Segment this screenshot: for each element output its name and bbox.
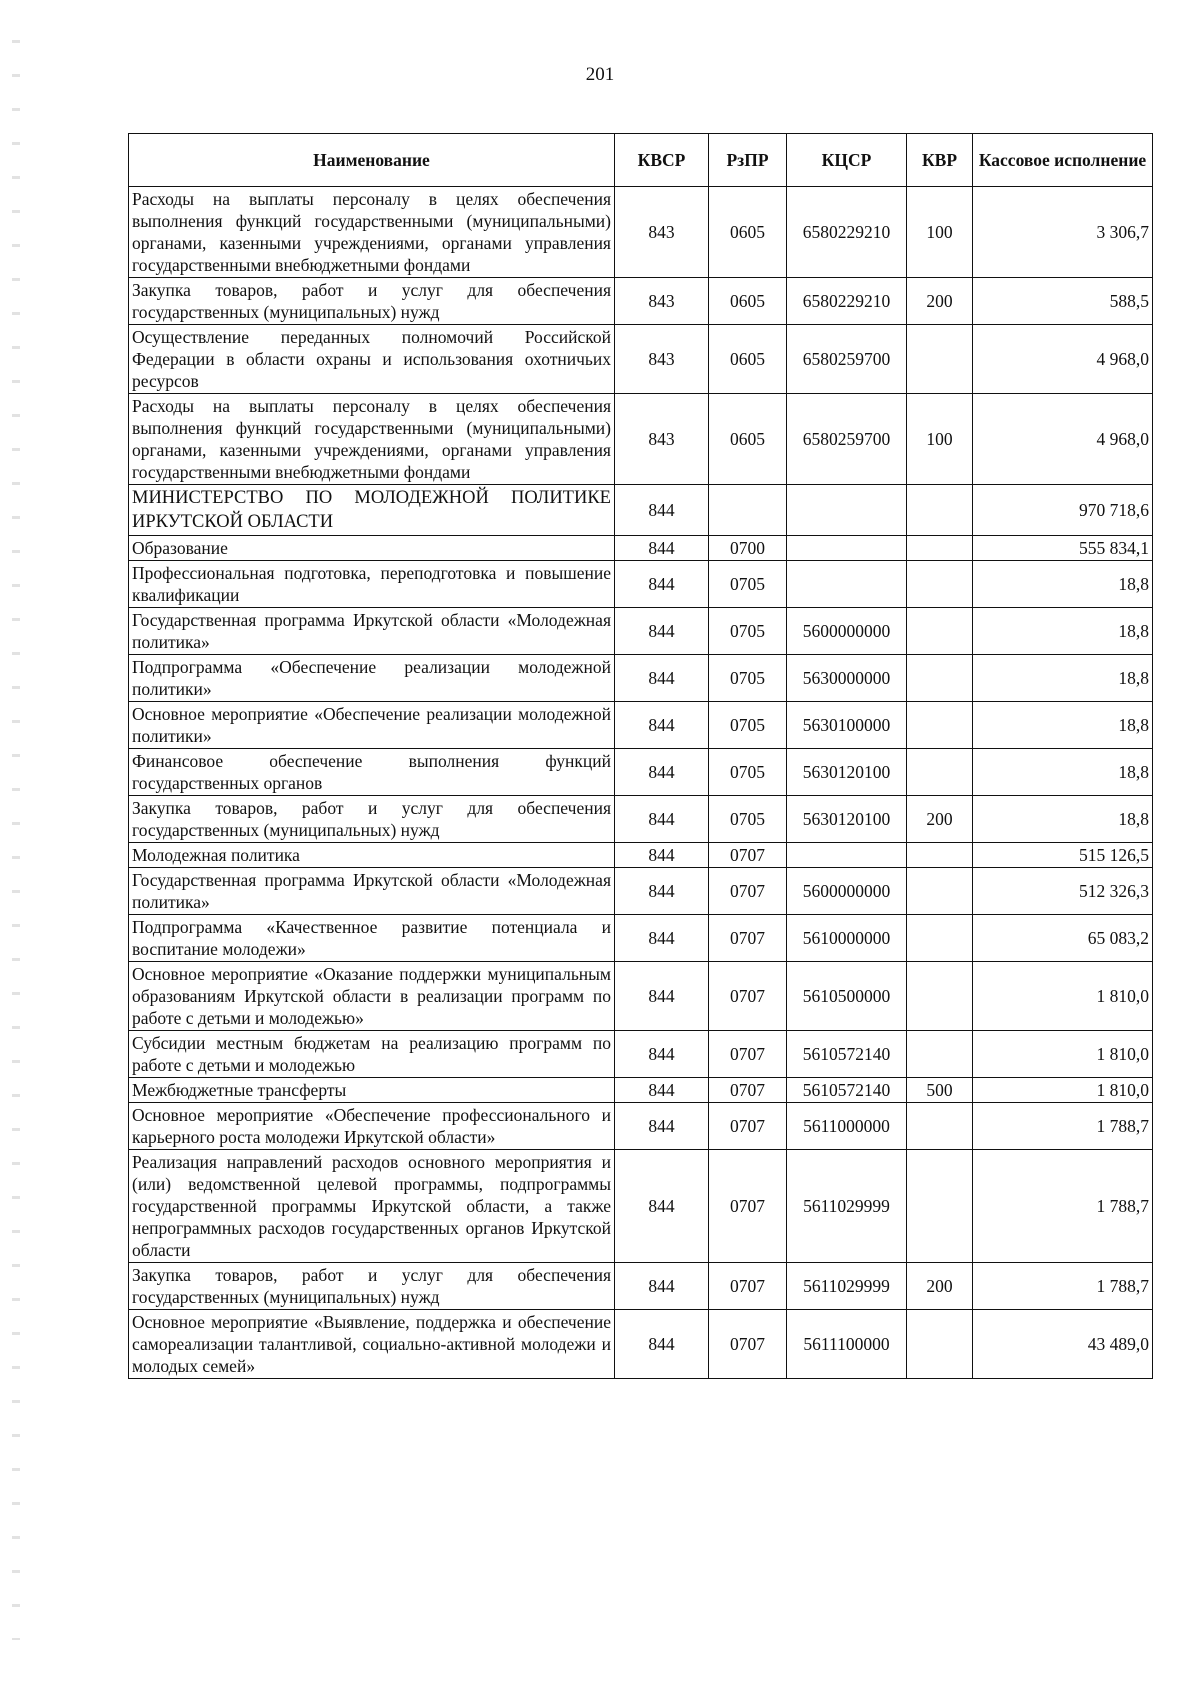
- cell-rzpr: 0605: [709, 278, 787, 325]
- cell-amount: 1 810,0: [973, 1031, 1153, 1078]
- cell-kvsr: 844: [615, 702, 709, 749]
- cell-kcsr: [787, 536, 907, 561]
- cell-kvsr: 844: [615, 561, 709, 608]
- cell-kvsr: 844: [615, 1031, 709, 1078]
- cell-kvsr: 843: [615, 394, 709, 485]
- cell-kcsr: 5630000000: [787, 655, 907, 702]
- cell-kvr: [907, 915, 973, 962]
- cell-kvr: [907, 1310, 973, 1379]
- cell-kvsr: 844: [615, 749, 709, 796]
- cell-kvsr: 843: [615, 325, 709, 394]
- table-row: [129, 1150, 1153, 1263]
- table-row: [129, 1310, 1153, 1379]
- cell-amount: 43 489,0: [973, 1310, 1153, 1379]
- cell-kvsr: 844: [615, 1078, 709, 1103]
- cell-amount: 18,8: [973, 608, 1153, 655]
- cell-kcsr: 6580229210: [787, 187, 907, 278]
- header-kvsr: КВСР: [615, 134, 709, 187]
- cell-rzpr: 0707: [709, 1078, 787, 1103]
- cell-kvsr: 844: [615, 536, 709, 561]
- cell-kvr: [907, 843, 973, 868]
- table-row: [129, 843, 1153, 868]
- header-name: Наименование: [129, 134, 615, 187]
- cell-amount: 18,8: [973, 749, 1153, 796]
- cell-name: Осуществление переданных полномочий Российской Федерации в области охраны и использования охотничьих ресурсов: [129, 325, 615, 394]
- cell-kvsr: 844: [615, 655, 709, 702]
- cell-kvr: [907, 536, 973, 561]
- header-rzpr: РзПР: [709, 134, 787, 187]
- cell-kvr: [907, 702, 973, 749]
- cell-amount: 4 968,0: [973, 394, 1153, 485]
- cell-rzpr: 0707: [709, 1263, 787, 1310]
- cell-name: Субсидии местным бюджетам на реализацию программ по работе с детьми и молодежью: [129, 1031, 615, 1078]
- cell-amount: 1 810,0: [973, 962, 1153, 1031]
- cell-amount: 18,8: [973, 796, 1153, 843]
- cell-kvr: [907, 749, 973, 796]
- cell-rzpr: [709, 485, 787, 536]
- cell-name: Закупка товаров, работ и услуг для обеспечения государственных (муниципальных) нужд: [129, 1263, 615, 1310]
- cell-name: Основное мероприятие «Обеспечение профессионального и карьерного роста молодежи Иркутской области»: [129, 1103, 615, 1150]
- cell-amount: 1 810,0: [973, 1078, 1153, 1103]
- cell-kvsr: 844: [615, 1310, 709, 1379]
- cell-rzpr: 0707: [709, 915, 787, 962]
- table-row: [129, 536, 1153, 561]
- cell-rzpr: 0605: [709, 325, 787, 394]
- cell-kcsr: 5610572140: [787, 1031, 907, 1078]
- cell-kcsr: [787, 843, 907, 868]
- cell-amount: 970 718,6: [973, 485, 1153, 536]
- cell-name: Молодежная политика: [129, 843, 615, 868]
- cell-name: Финансовое обеспечение выполнения функций государственных органов: [129, 749, 615, 796]
- cell-amount: 65 083,2: [973, 915, 1153, 962]
- cell-kvr: 500: [907, 1078, 973, 1103]
- cell-kcsr: 5630120100: [787, 749, 907, 796]
- cell-amount: 4 968,0: [973, 325, 1153, 394]
- cell-name: Расходы на выплаты персоналу в целях обеспечения выполнения функций государственными (муниципальными) органами, казенными учреждениями, органами управления государственными внебюджетными фондами: [129, 394, 615, 485]
- cell-kvr: [907, 868, 973, 915]
- table-row: [129, 561, 1153, 608]
- cell-amount: 18,8: [973, 561, 1153, 608]
- cell-amount: 18,8: [973, 702, 1153, 749]
- cell-rzpr: 0707: [709, 1031, 787, 1078]
- cell-kvsr: 844: [615, 843, 709, 868]
- cell-name: Профессиональная подготовка, переподготовка и повышение квалификации: [129, 561, 615, 608]
- cell-kvr: [907, 655, 973, 702]
- cell-kcsr: 5600000000: [787, 868, 907, 915]
- cell-kvsr: 844: [615, 868, 709, 915]
- cell-rzpr: 0707: [709, 962, 787, 1031]
- cell-kvr: [907, 962, 973, 1031]
- scan-margin-marks: [12, 40, 20, 1640]
- cell-kvr: [907, 608, 973, 655]
- budget-table: [128, 133, 1153, 1379]
- table-row: [129, 702, 1153, 749]
- cell-name: Подпрограмма «Обеспечение реализации молодежной политики»: [129, 655, 615, 702]
- table-row: [129, 749, 1153, 796]
- cell-amount: 18,8: [973, 655, 1153, 702]
- table-row: [129, 915, 1153, 962]
- cell-amount: 515 126,5: [973, 843, 1153, 868]
- cell-kcsr: 5610500000: [787, 962, 907, 1031]
- table-row: [129, 485, 1153, 536]
- cell-kvsr: 844: [615, 1150, 709, 1263]
- cell-kcsr: 5610000000: [787, 915, 907, 962]
- cell-rzpr: 0707: [709, 1310, 787, 1379]
- cell-amount: 3 306,7: [973, 187, 1153, 278]
- cell-name: Закупка товаров, работ и услуг для обеспечения государственных (муниципальных) нужд: [129, 796, 615, 843]
- cell-kvsr: 844: [615, 1263, 709, 1310]
- table-row: [129, 868, 1153, 915]
- cell-rzpr: 0707: [709, 868, 787, 915]
- table-row: [129, 655, 1153, 702]
- cell-kvr: [907, 1031, 973, 1078]
- table-row: [129, 187, 1153, 278]
- table-row: [129, 1031, 1153, 1078]
- cell-kcsr: 5611029999: [787, 1263, 907, 1310]
- cell-name: Основное мероприятие «Выявление, поддержка и обеспечение самореализации талантливой, социально-активной молодежи и молодых семей»: [129, 1310, 615, 1379]
- cell-kvr: 200: [907, 1263, 973, 1310]
- cell-rzpr: 0707: [709, 843, 787, 868]
- cell-name: Подпрограмма «Качественное развитие потенциала и воспитание молодежи»: [129, 915, 615, 962]
- cell-kcsr: 5611100000: [787, 1310, 907, 1379]
- cell-name: Государственная программа Иркутской области «Молодежная политика»: [129, 868, 615, 915]
- cell-rzpr: 0605: [709, 394, 787, 485]
- cell-kvsr: 844: [615, 1103, 709, 1150]
- cell-name: Расходы на выплаты персоналу в целях обеспечения выполнения функций государственными (муниципальными) органами, казенными учреждениями, органами управления государственными внебюджетными фондами: [129, 187, 615, 278]
- cell-rzpr: 0707: [709, 1103, 787, 1150]
- cell-amount: 1 788,7: [973, 1103, 1153, 1150]
- table-row: [129, 1078, 1153, 1103]
- cell-kvr: [907, 325, 973, 394]
- cell-amount: 588,5: [973, 278, 1153, 325]
- cell-kvsr: 843: [615, 187, 709, 278]
- table-row: [129, 1263, 1153, 1310]
- cell-name: Закупка товаров, работ и услуг для обеспечения государственных (муниципальных) нужд: [129, 278, 615, 325]
- cell-kvsr: 844: [615, 608, 709, 655]
- cell-kvsr: 844: [615, 796, 709, 843]
- cell-kvr: 200: [907, 278, 973, 325]
- cell-kcsr: 6580259700: [787, 394, 907, 485]
- cell-rzpr: 0605: [709, 187, 787, 278]
- header-kcsr: КЦСР: [787, 134, 907, 187]
- cell-kcsr: [787, 485, 907, 536]
- cell-kcsr: 6580229210: [787, 278, 907, 325]
- cell-kvr: 200: [907, 796, 973, 843]
- header-kvr: КВР: [907, 134, 973, 187]
- cell-name: Образование: [129, 536, 615, 561]
- cell-rzpr: 0705: [709, 655, 787, 702]
- cell-kvr: [907, 485, 973, 536]
- cell-name: МИНИСТЕРСТВО ПО МОЛОДЕЖНОЙ ПОЛИТИКЕ ИРКУТСКОЙ ОБЛАСТИ: [129, 485, 615, 536]
- table-row: [129, 394, 1153, 485]
- table-row: [129, 325, 1153, 394]
- cell-kvr: [907, 1150, 973, 1263]
- table-row: [129, 1103, 1153, 1150]
- table-row: [129, 608, 1153, 655]
- cell-name: Межбюджетные трансферты: [129, 1078, 615, 1103]
- header-amount: Кассовое исполнение: [973, 134, 1153, 187]
- table-header-row: [129, 134, 1153, 187]
- cell-kvsr: 843: [615, 278, 709, 325]
- cell-kvr: 100: [907, 187, 973, 278]
- cell-name: Реализация направлений расходов основного мероприятия и (или) ведомственной целевой программы, подпрограммы государственной программы Иркутской области, а также непрограммных расходов государственных органов Иркутской области: [129, 1150, 615, 1263]
- table-row: [129, 278, 1153, 325]
- cell-kcsr: 5611029999: [787, 1150, 907, 1263]
- page-number: 201: [585, 64, 615, 85]
- cell-rzpr: 0705: [709, 749, 787, 796]
- cell-rzpr: 0705: [709, 561, 787, 608]
- cell-kvsr: 844: [615, 915, 709, 962]
- cell-rzpr: 0705: [709, 702, 787, 749]
- cell-amount: 1 788,7: [973, 1263, 1153, 1310]
- table-row: [129, 796, 1153, 843]
- cell-kvr: [907, 1103, 973, 1150]
- cell-name: Основное мероприятие «Оказание поддержки муниципальным образованиям Иркутской области в реализации программ по работе с детьми и молодежью»: [129, 962, 615, 1031]
- cell-kvsr: 844: [615, 962, 709, 1031]
- cell-name: Основное мероприятие «Обеспечение реализации молодежной политики»: [129, 702, 615, 749]
- cell-rzpr: 0705: [709, 608, 787, 655]
- cell-kcsr: 5610572140: [787, 1078, 907, 1103]
- cell-kvsr: 844: [615, 485, 709, 536]
- cell-kcsr: 5630120100: [787, 796, 907, 843]
- cell-kcsr: [787, 561, 907, 608]
- cell-amount: 555 834,1: [973, 536, 1153, 561]
- cell-rzpr: 0707: [709, 1150, 787, 1263]
- cell-kvr: [907, 561, 973, 608]
- table-row: [129, 962, 1153, 1031]
- cell-kcsr: 5600000000: [787, 608, 907, 655]
- cell-name: Государственная программа Иркутской области «Молодежная политика»: [129, 608, 615, 655]
- cell-kcsr: 5611000000: [787, 1103, 907, 1150]
- cell-kvr: 100: [907, 394, 973, 485]
- cell-rzpr: 0705: [709, 796, 787, 843]
- cell-amount: 512 326,3: [973, 868, 1153, 915]
- cell-rzpr: 0700: [709, 536, 787, 561]
- cell-kcsr: 6580259700: [787, 325, 907, 394]
- cell-amount: 1 788,7: [973, 1150, 1153, 1263]
- cell-kcsr: 5630100000: [787, 702, 907, 749]
